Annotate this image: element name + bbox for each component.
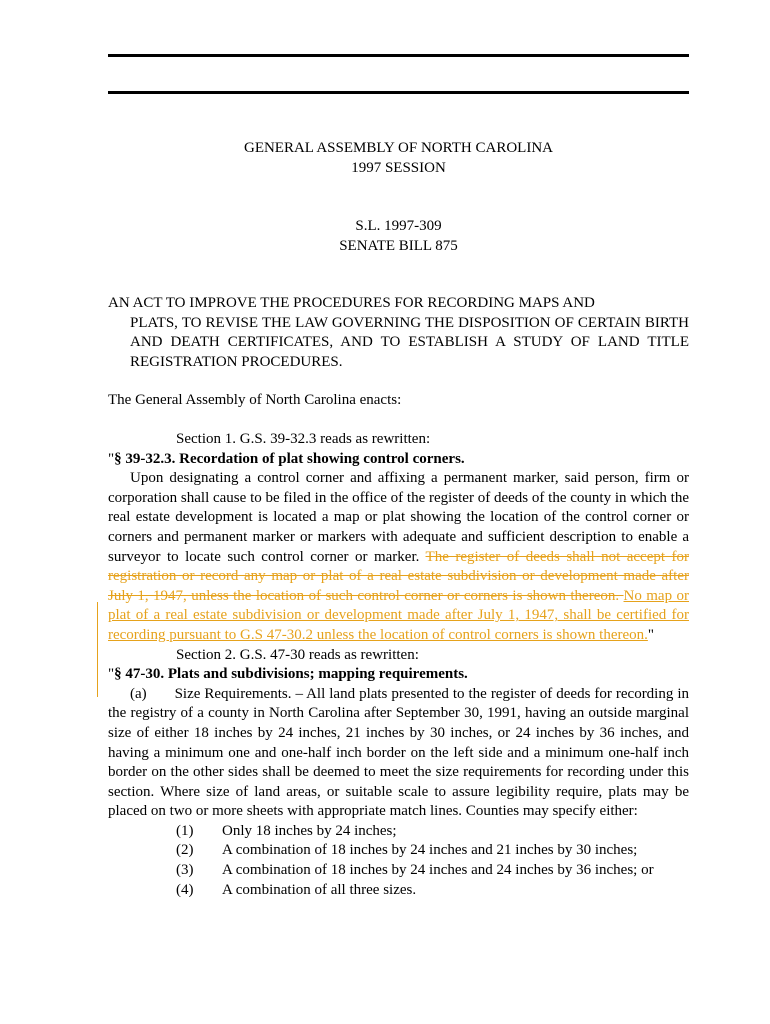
list-item-text: A combination of 18 inches by 24 inches and 21 inches by 30 inches; xyxy=(222,842,638,859)
list-item-number: (3) xyxy=(176,862,194,879)
assembly-header xyxy=(108,139,689,178)
list-item-text: Only 18 inches by 24 inches; xyxy=(222,822,397,839)
bill-number: SENATE BILL 875 xyxy=(339,237,458,254)
list-item-text: A combination of 18 inches by 24 inches and 24 inches by 36 inches; or xyxy=(222,862,654,879)
inserted-text: No map or plat of a real estate subdivision or development made after July 1, 1947, shall be certified for recording pursuant to G.S 47-30.2 unless the location of control corners is shown thereon. xyxy=(108,587,689,643)
statute-heading-39-32-3: § 39-32.3. Recordation of plat showing control corners. xyxy=(114,450,465,467)
list-item-number: (1) xyxy=(176,822,194,839)
section-1-paragraph xyxy=(108,469,689,645)
act-title-continued: PLATS, TO REVISE THE LAW GOVERNING THE DISPOSITION OF CERTAIN BIRTH AND DEATH CERTIFICATES, AND TO ESTABLISH A STUDY OF LAND TITLE REGISTRATION PROCEDURES. xyxy=(130,314,689,370)
act-title-first-line: AN ACT TO IMPROVE THE PROCEDURES FOR RECORDING MAPS AND xyxy=(108,295,595,311)
list-item xyxy=(108,841,689,861)
quote-open-2: " xyxy=(108,666,115,683)
enacting-clause: The General Assembly of North Carolina enacts: xyxy=(108,392,402,408)
subsection-a-text: Size Requirements. – All land plats presented to the register of deeds for recording in the registry of a county in North Carolina after September 30, 1991, having an outside marginal size of either 18 inches by 24 inches, 21 inches by 30 inches, or 24 inches by 36 inches, and having a minimum one and one-half inch border on the left side and a minimum one-half inch border on the other sides shall be deemed to meet the size requirements for recording under this section. Where size of land areas, or suitable scale to assure legibility require, plats may be placed on two or more sheets with appropriate match lines. Counties may specify either: xyxy=(108,685,690,820)
section-1-body: Upon designating a control corner and affixing a permanent marker, said person, firm or corporation shall cause to be filed in the office of the register of deeds of the county in which the real estate development is located a map or plat showing the location of the control corner or corners and permanent marker or markers with adequate and sufficient description to enable a surveyor to locate such control corner or marker. xyxy=(108,470,689,565)
bill-body xyxy=(108,430,689,900)
list-item xyxy=(108,881,689,901)
quote-close: " xyxy=(647,626,655,643)
section-1-heading xyxy=(108,450,689,470)
bill-identifier xyxy=(108,217,689,256)
section-1-intro: Section 1. G.S. 39-32.3 reads as rewritten: xyxy=(176,431,431,447)
assembly-name: GENERAL ASSEMBLY OF NORTH CAROLINA xyxy=(243,140,553,156)
statute-heading-47-30: § 47-30. Plats and subdivisions; mapping requirements. xyxy=(114,666,468,683)
change-bar xyxy=(97,602,98,697)
section-1-text-wrap xyxy=(108,469,689,645)
list-item-number: (2) xyxy=(176,842,194,859)
subsection-a-label: (a) xyxy=(130,685,147,702)
list-item xyxy=(108,861,689,881)
top-rule xyxy=(108,54,689,57)
quote-open: " xyxy=(108,450,115,467)
subsection-a xyxy=(108,685,689,822)
list-item-number: (4) xyxy=(176,881,194,898)
deleted-text: The register of deeds shall not accept for registration or record any map or plat of a real estate subdivision or development made after July 1, 1947, unless the location of such control corner or corners is shown thereon. xyxy=(108,548,689,604)
act-title xyxy=(108,294,689,372)
list-item xyxy=(108,822,689,842)
second-rule xyxy=(108,91,689,94)
section-2-intro: Section 2. G.S. 47-30 reads as rewritten: xyxy=(176,646,419,663)
section-2-heading xyxy=(108,665,689,685)
session-year: 1997 SESSION xyxy=(351,159,446,176)
list-item-text: A combination of all three sizes. xyxy=(222,881,417,898)
session-law-number: S.L. 1997-309 xyxy=(355,218,442,234)
